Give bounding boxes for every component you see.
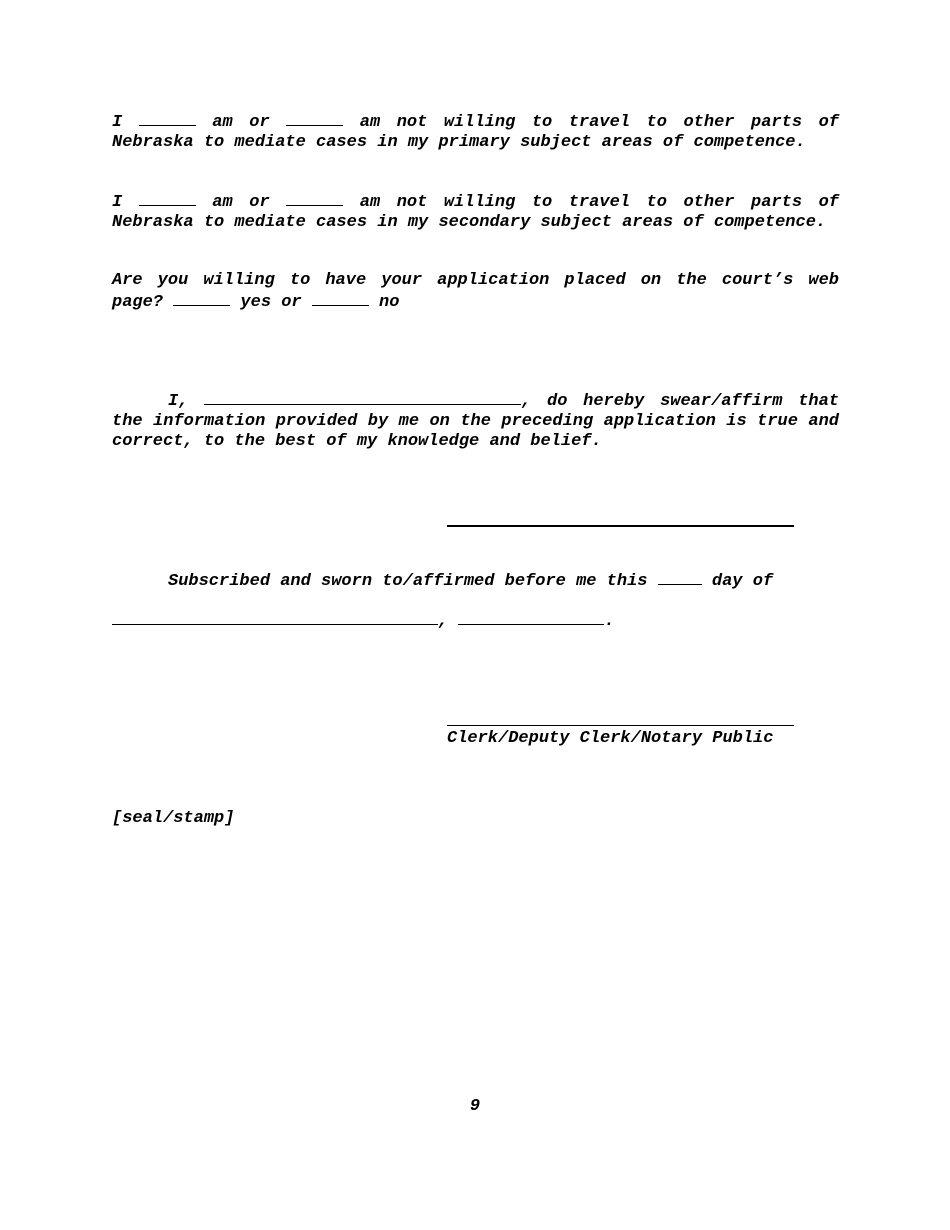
clerk-label: Clerk/Deputy Clerk/Notary Public	[447, 729, 774, 748]
travel-secondary-text-a: I	[112, 193, 139, 212]
subscribed-text-a: Subscribed and sworn to/affirmed before me this	[168, 572, 658, 591]
affiant-name-blank[interactable]	[204, 390, 521, 405]
seal-stamp-label: [seal/stamp]	[112, 809, 235, 828]
web-page-question	[112, 271, 839, 313]
date-comma: ,	[438, 612, 449, 631]
month-blank[interactable]	[112, 610, 438, 625]
subscribed-line	[168, 570, 773, 592]
secondary-am-not-willing-blank[interactable]	[286, 191, 343, 206]
page-number: 9	[469, 1097, 481, 1116]
web-page-no-blank[interactable]	[312, 291, 369, 306]
affiant-signature-line[interactable]	[447, 525, 794, 527]
travel-primary-paragraph	[112, 111, 839, 153]
primary-am-willing-blank[interactable]	[139, 111, 196, 126]
oath-paragraph	[112, 390, 839, 452]
web-page-text-c: no	[368, 293, 400, 312]
oath-text-b: , do hereby swear/affirm that the information provided by me on the preceding application is true and correct, to the best of my knowledge and belief.	[112, 392, 839, 451]
travel-secondary-text-b: am or	[195, 193, 287, 212]
date-period: .	[604, 612, 615, 631]
web-page-text-b: yes or	[230, 293, 312, 312]
travel-secondary-text-c: am not willing to travel to other parts of Nebraska to mediate cases in my secondary subject areas of competence.	[112, 193, 839, 232]
travel-primary-text-a: I	[112, 113, 139, 132]
clerk-signature-line[interactable]	[447, 725, 794, 726]
primary-am-not-willing-blank[interactable]	[286, 111, 343, 126]
subscribed-text-b: day of	[701, 572, 774, 591]
web-page-text-a: Are you willing to have your application placed on the court’s web page?	[112, 271, 839, 312]
travel-primary-text-c: am not willing to travel to other parts of Nebraska to mediate cases in my primary subject areas of competence.	[112, 113, 839, 152]
year-blank[interactable]	[458, 610, 604, 625]
travel-primary-text-b: am or	[195, 113, 287, 132]
web-page-yes-blank[interactable]	[173, 291, 230, 306]
travel-secondary-paragraph	[112, 191, 839, 233]
oath-text-a: I,	[168, 392, 205, 411]
date-line	[112, 610, 615, 632]
secondary-am-willing-blank[interactable]	[139, 191, 196, 206]
day-blank[interactable]	[658, 570, 702, 585]
